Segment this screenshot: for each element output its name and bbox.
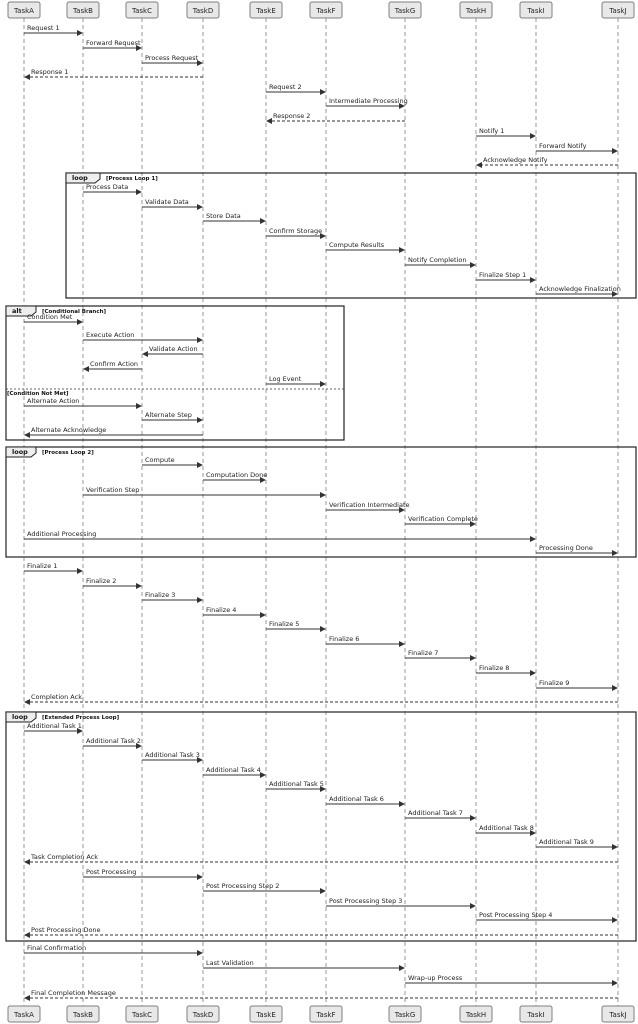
arrowhead-icon: [197, 417, 203, 423]
fragment-loop-1: [66, 173, 636, 298]
message-arrow: [476, 271, 536, 283]
message-label: Finalize 6: [329, 635, 360, 643]
message-label: Additional Task 2: [86, 737, 141, 745]
participant-label: TaskD: [192, 1011, 214, 1019]
arrowhead-icon: [320, 89, 326, 95]
fragment-condition: [Process Loop 2]: [42, 450, 94, 456]
message-arrow: [326, 97, 408, 109]
participant-label: TaskH: [465, 7, 487, 15]
message-arrow: [142, 591, 203, 603]
message-label: Finalize 4: [206, 606, 237, 614]
participant-label: TaskI: [527, 7, 545, 15]
arrowhead-icon: [197, 337, 203, 343]
message-arrow: [83, 737, 142, 749]
message-label: Finalize 3: [145, 591, 176, 599]
message-label: Compute Results: [329, 241, 385, 249]
message-arrow: [405, 974, 618, 986]
arrowhead-icon: [260, 612, 266, 618]
message-label: Validate Data: [145, 198, 189, 206]
message-label: Verification Step: [86, 486, 140, 494]
participant-taskd-top: [187, 2, 219, 18]
message-arrow: [142, 54, 203, 66]
participant-taskg-top: [389, 2, 421, 18]
message-arrow: [24, 426, 203, 438]
arrowhead-icon: [24, 74, 30, 80]
arrowhead-icon: [77, 30, 83, 36]
message-arrow: [326, 897, 476, 909]
participant-label: TaskF: [316, 1011, 336, 1019]
fragment-keyword: alt: [12, 307, 22, 315]
message-arrow: [24, 562, 83, 574]
message-arrow: [24, 853, 618, 865]
participant-label: TaskG: [394, 7, 416, 15]
arrowhead-icon: [136, 403, 142, 409]
arrowhead-icon: [612, 917, 618, 923]
message-arrow: [203, 212, 266, 224]
message-label: Compute: [145, 456, 175, 464]
message-arrow: [266, 780, 326, 792]
message-label: Forward Notify: [539, 142, 587, 150]
participant-taski-bottom: [520, 1006, 552, 1022]
message-arrow: [536, 838, 618, 850]
arrowhead-icon: [24, 699, 30, 705]
message-label: Additional Task 8: [479, 824, 534, 832]
message-label: Additional Task 7: [408, 809, 463, 817]
participant-taske-top: [250, 2, 282, 18]
lifelines: [24, 18, 618, 1006]
participant-taskf-top: [310, 2, 342, 18]
arrowhead-icon: [470, 903, 476, 909]
message-label: Notify 1: [479, 127, 505, 135]
participant-label: TaskE: [256, 7, 276, 15]
message-arrow: [142, 751, 203, 763]
message-arrow: [142, 456, 203, 468]
message-label: Finalize 5: [269, 620, 300, 628]
arrowhead-icon: [612, 844, 618, 850]
message-label: Last Validation: [206, 959, 254, 967]
message-label: Acknowledge Notify: [483, 156, 548, 164]
message-label: Final Completion Message: [31, 989, 116, 997]
participant-taski-top: [520, 2, 552, 18]
message-label: Additional Task 3: [145, 751, 200, 759]
message-arrow: [536, 285, 621, 297]
fragment-keyword: loop: [12, 713, 28, 721]
participant-label: TaskC: [132, 7, 152, 15]
arrowhead-icon: [530, 133, 536, 139]
arrowhead-icon: [136, 583, 142, 589]
participant-taske-bottom: [250, 1006, 282, 1022]
message-label: Alternate Step: [145, 411, 192, 419]
message-arrow: [476, 911, 618, 923]
message-arrow: [83, 868, 203, 880]
message-label: Validate Action: [149, 345, 198, 353]
message-arrow: [266, 112, 405, 124]
messages: [24, 24, 621, 1001]
arrowhead-icon: [612, 148, 618, 154]
message-label: Additional Task 9: [539, 838, 594, 846]
participant-label: TaskB: [73, 7, 93, 15]
message-arrow: [326, 241, 405, 253]
message-label: Notify Completion: [408, 256, 467, 264]
message-arrow: [24, 530, 536, 542]
message-label: Confirm Action: [90, 360, 139, 368]
message-label: Store Data: [206, 212, 241, 220]
arrowhead-icon: [399, 801, 405, 807]
participant-label: TaskA: [14, 7, 34, 15]
message-arrow: [83, 486, 326, 498]
message-label: Acknowledge Finalization: [539, 285, 621, 293]
arrowhead-icon: [197, 950, 203, 956]
arrowhead-icon: [77, 319, 83, 325]
message-arrow: [266, 620, 326, 632]
message-label: Processing Done: [539, 544, 593, 552]
message-arrow: [24, 24, 83, 36]
message-label: Finalize 1: [27, 562, 58, 570]
participant-label: TaskI: [527, 1011, 545, 1019]
fragment-condition: [Extended Process Loop]: [42, 715, 120, 721]
participant-taskd-bottom: [187, 1006, 219, 1022]
message-label: Post Processing Step 4: [479, 911, 553, 919]
message-label: Wrap-up Process: [408, 974, 463, 982]
message-label: Forward Request: [86, 39, 141, 47]
participant-taskh-top: [460, 2, 492, 18]
participant-taskj-bottom: [602, 1006, 634, 1022]
message-arrow: [266, 83, 326, 95]
fragment-loop-3: [6, 447, 636, 557]
message-arrow: [24, 944, 203, 956]
participant-label: TaskJ: [609, 7, 627, 15]
participant-taskg-bottom: [389, 1006, 421, 1022]
participant-taskb-top: [67, 2, 99, 18]
arrowhead-icon: [399, 247, 405, 253]
message-arrow: [405, 256, 476, 268]
message-label: Alternate Acknowledge: [31, 426, 107, 434]
message-label: Verification Complete: [408, 515, 478, 523]
arrowhead-icon: [612, 685, 618, 691]
message-arrow: [83, 39, 142, 51]
arrowhead-icon: [197, 462, 203, 468]
message-arrow: [405, 649, 476, 661]
message-arrow: [476, 127, 536, 139]
message-arrow: [405, 515, 478, 527]
message-arrow: [203, 959, 405, 971]
message-label: Post Processing Step 3: [329, 897, 403, 905]
message-label: Process Request: [145, 54, 199, 62]
fragment-border: [6, 447, 636, 557]
message-arrow: [83, 183, 142, 195]
participant-label: TaskB: [73, 1011, 93, 1019]
participant-label: TaskA: [14, 1011, 34, 1019]
participant-label: TaskJ: [609, 1011, 627, 1019]
participant-taskj-top: [602, 2, 634, 18]
arrowhead-icon: [24, 432, 30, 438]
message-arrow: [476, 664, 536, 676]
arrowhead-icon: [612, 550, 618, 556]
arrowhead-icon: [470, 262, 476, 268]
arrowhead-icon: [612, 980, 618, 986]
message-label: Additional Task 5: [269, 780, 324, 788]
fragment-keyword: loop: [72, 174, 88, 182]
message-label: Additional Processing: [27, 530, 97, 538]
message-label: Finalize 9: [539, 679, 570, 687]
participant-taska-top: [8, 2, 40, 18]
arrowhead-icon: [197, 597, 203, 603]
arrowhead-icon: [24, 932, 30, 938]
message-label: Finalize 7: [408, 649, 439, 657]
message-arrow: [24, 693, 618, 705]
message-arrow: [266, 227, 326, 239]
message-label: Additional Task 6: [329, 795, 384, 803]
arrowhead-icon: [197, 204, 203, 210]
message-label: Condition Met: [27, 313, 73, 321]
arrowhead-icon: [320, 381, 326, 387]
arrowhead-icon: [476, 162, 482, 168]
message-label: Intermediate Processing: [329, 97, 408, 105]
message-arrow: [24, 722, 83, 734]
message-label: Post Processing Step 2: [206, 882, 280, 890]
arrowhead-icon: [24, 995, 30, 1001]
arrowhead-icon: [24, 859, 30, 865]
fragment-condition: [Conditional Branch]: [42, 309, 107, 315]
message-arrow: [142, 345, 203, 357]
message-arrow: [83, 360, 142, 372]
message-arrow: [536, 544, 618, 556]
participants-bottom: [8, 1006, 634, 1022]
message-label: Final Confirmation: [27, 944, 87, 952]
arrowhead-icon: [470, 815, 476, 821]
arrowhead-icon: [136, 189, 142, 195]
arrowhead-icon: [320, 888, 326, 894]
arrowhead-icon: [530, 536, 536, 542]
arrowhead-icon: [399, 965, 405, 971]
message-arrow: [326, 501, 410, 513]
message-label: Alternate Action: [27, 397, 80, 405]
message-arrow: [476, 824, 536, 836]
fragment-condition: [Process Loop 1]: [106, 176, 158, 182]
fragment-border: [66, 173, 636, 298]
message-arrow: [24, 989, 618, 1001]
message-arrow: [536, 679, 618, 691]
arrowhead-icon: [470, 655, 476, 661]
message-label: Task Completion Ack: [31, 853, 99, 861]
message-arrow: [405, 809, 476, 821]
arrowhead-icon: [260, 218, 266, 224]
message-arrow: [326, 795, 405, 807]
arrowhead-icon: [320, 626, 326, 632]
else-condition: [Condition Not Met]: [7, 391, 69, 397]
message-arrow: [24, 68, 203, 80]
message-label: Execute Action: [86, 331, 135, 339]
message-arrow: [536, 142, 618, 154]
participant-taskc-top: [126, 2, 158, 18]
participant-label: TaskD: [192, 7, 214, 15]
message-label: Response 2: [273, 112, 311, 120]
message-arrow: [142, 411, 203, 423]
message-label: Response 1: [31, 68, 69, 76]
message-arrow: [203, 471, 267, 483]
message-arrow: [142, 198, 203, 210]
message-label: Post Processing: [86, 868, 137, 876]
message-label: Log Event: [269, 375, 302, 383]
message-arrow: [83, 331, 203, 343]
arrowhead-icon: [83, 366, 89, 372]
message-arrow: [203, 606, 266, 618]
participant-label: TaskG: [394, 1011, 416, 1019]
participant-taskh-bottom: [460, 1006, 492, 1022]
arrowhead-icon: [142, 351, 148, 357]
message-label: Verification Intermediate: [329, 501, 410, 509]
arrowhead-icon: [266, 118, 272, 124]
arrowhead-icon: [530, 277, 536, 283]
message-arrow: [24, 926, 618, 938]
fragment-keyword: loop: [12, 448, 28, 456]
message-arrow: [326, 635, 405, 647]
message-label: Finalize 2: [86, 577, 117, 585]
participant-taskc-bottom: [126, 1006, 158, 1022]
participant-label: TaskH: [465, 1011, 487, 1019]
message-arrow: [83, 577, 142, 589]
arrowhead-icon: [197, 874, 203, 880]
message-label: Finalize 8: [479, 664, 510, 672]
participant-label: TaskC: [132, 1011, 152, 1019]
participant-taska-bottom: [8, 1006, 40, 1022]
message-label: Confirm Storage: [269, 227, 323, 235]
participant-taskf-bottom: [310, 1006, 342, 1022]
message-arrow: [476, 156, 618, 168]
message-label: Post Processing Done: [31, 926, 101, 934]
message-arrow: [203, 882, 326, 894]
message-label: Completion Ack: [31, 693, 82, 701]
message-label: Computation Done: [206, 471, 268, 479]
participant-label: TaskE: [256, 1011, 276, 1019]
message-label: Request 1: [27, 24, 60, 32]
participant-taskb-bottom: [67, 1006, 99, 1022]
message-label: Additional Task 1: [27, 722, 82, 730]
message-label: Process Data: [86, 183, 129, 191]
message-label: Additional Task 4: [206, 766, 261, 774]
message-label: Finalize Step 1: [479, 271, 527, 279]
participant-label: TaskF: [316, 7, 336, 15]
message-arrow: [203, 766, 266, 778]
message-arrow: [266, 375, 326, 387]
message-label: Request 2: [269, 83, 302, 91]
arrowhead-icon: [530, 670, 536, 676]
arrowhead-icon: [399, 641, 405, 647]
participants-top: [8, 2, 634, 18]
arrowhead-icon: [77, 568, 83, 574]
arrowhead-icon: [320, 492, 326, 498]
